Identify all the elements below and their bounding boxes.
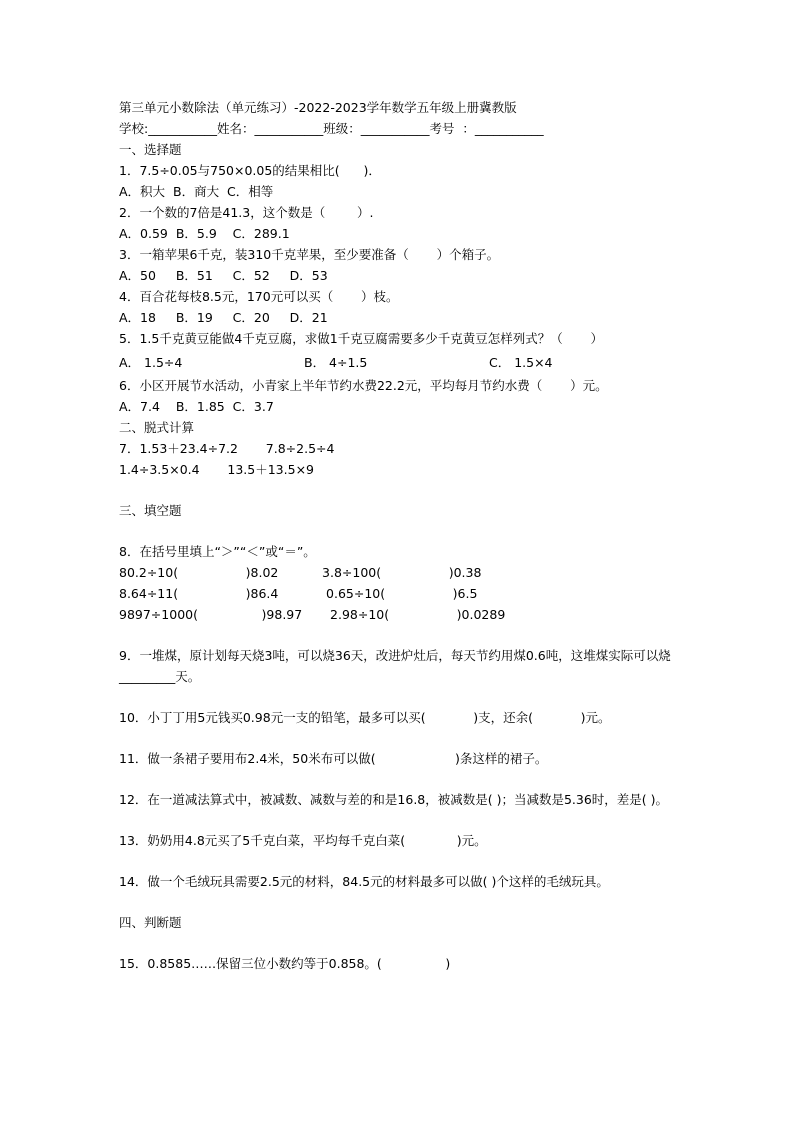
question-9: 9．一堆煤，原计划每天烧3吨，可以烧36天，改进炉灶后，每天节约用煤0.6吨，这堆煤实际可以烧_________天。 bbox=[119, 648, 671, 684]
question-6-options: A．7.4 B．1.85 C．3.7 bbox=[119, 399, 274, 414]
worksheet bbox=[119, 97, 679, 974]
option-c: C． 1.5×4 bbox=[489, 354, 553, 370]
worksheet-title: 第三单元小数除法（单元练习）-2022-2023学年数学五年级上册冀教版 bbox=[119, 100, 517, 115]
section-heading-calculation: 二、脱式计算 bbox=[119, 420, 195, 435]
question-8-row-3: 9897÷1000( )98.97 2.98÷10( )0.0289 bbox=[119, 607, 506, 622]
question-10: 10．小丁丁用5元钱买0.98元一支的铅笔，最多可以买( )支，还余( )元。 bbox=[119, 710, 611, 725]
question-2-stem: 2．一个数的7倍是41.3，这个数是（ ）. bbox=[119, 205, 374, 220]
question-4-stem: 4．百合花每枝8.5元，170元可以买（ ）枝。 bbox=[119, 289, 399, 304]
question-5-options bbox=[119, 349, 679, 375]
student-info-line: 学校:___________姓名：___________班级：___________考号 ：___________ bbox=[119, 121, 544, 136]
question-14: 14．做一个毛绒玩具需要2.5元的材料，84.5元的材料最多可以做( )个这样的毛绒玩具。 bbox=[119, 874, 609, 889]
question-8-row-1: 80.2÷10( )8.02 3.8÷100( )0.38 bbox=[119, 565, 482, 580]
option-b: B． 4÷1.5 bbox=[304, 354, 368, 370]
question-6-stem: 6．小区开展节水活动，小青家上半年节约水费22.2元，平均每月节约水费（ ）元。 bbox=[119, 378, 608, 393]
question-7-line-1: 7．1.53＋23.4÷7.2 7.8÷2.5÷4 bbox=[119, 441, 335, 456]
question-15: 15．0.8585……保留三位小数约等于0.858。( ) bbox=[119, 956, 451, 971]
question-7-line-2: 1.4÷3.5×0.4 13.5＋13.5×9 bbox=[119, 462, 314, 477]
section-heading-fill: 三、填空题 bbox=[119, 503, 182, 518]
question-13: 13．奶奶用4.8元买了5千克白菜，平均每千克白菜( )元。 bbox=[119, 833, 487, 848]
section-heading-choice: 一、选择题 bbox=[119, 142, 182, 157]
option-a: A． 1.5÷4 bbox=[119, 354, 183, 370]
question-4-options: A．18 B．19 C．20 D．21 bbox=[119, 310, 328, 325]
question-2-options: A．0.59 B．5.9 C．289.1 bbox=[119, 226, 290, 241]
question-3-options: A．50 B．51 C．52 D．53 bbox=[119, 268, 328, 283]
question-8-row-2: 8.64÷11( )86.4 0.65÷10( )6.5 bbox=[119, 586, 478, 601]
question-8-stem: 8．在括号里填上“＞”“＜”或“＝”。 bbox=[119, 544, 316, 559]
question-12: 12．在一道减法算式中，被减数、减数与差的和是16.8，被减数是( )；当减数是5.36时，差是( )。 bbox=[119, 792, 669, 807]
question-5-stem: 5．1.5千克黄豆能做4千克豆腐，求做1千克豆腐需要多少千克黄豆怎样列式？（ ） bbox=[119, 331, 604, 346]
section-heading-judgement: 四、判断题 bbox=[119, 915, 182, 930]
question-3-stem: 3．一箱苹果6千克，装310千克苹果，至少要准备（ ）个箱子。 bbox=[119, 247, 500, 262]
question-11: 11．做一条裙子要用布2.4米，50米布可以做( )条这样的裙子。 bbox=[119, 751, 548, 766]
question-1-stem: 1．7.5÷0.05与750×0.05的结果相比( )． bbox=[119, 163, 381, 178]
question-1-options: A．积大 B．商大 C．相等 bbox=[119, 184, 274, 199]
